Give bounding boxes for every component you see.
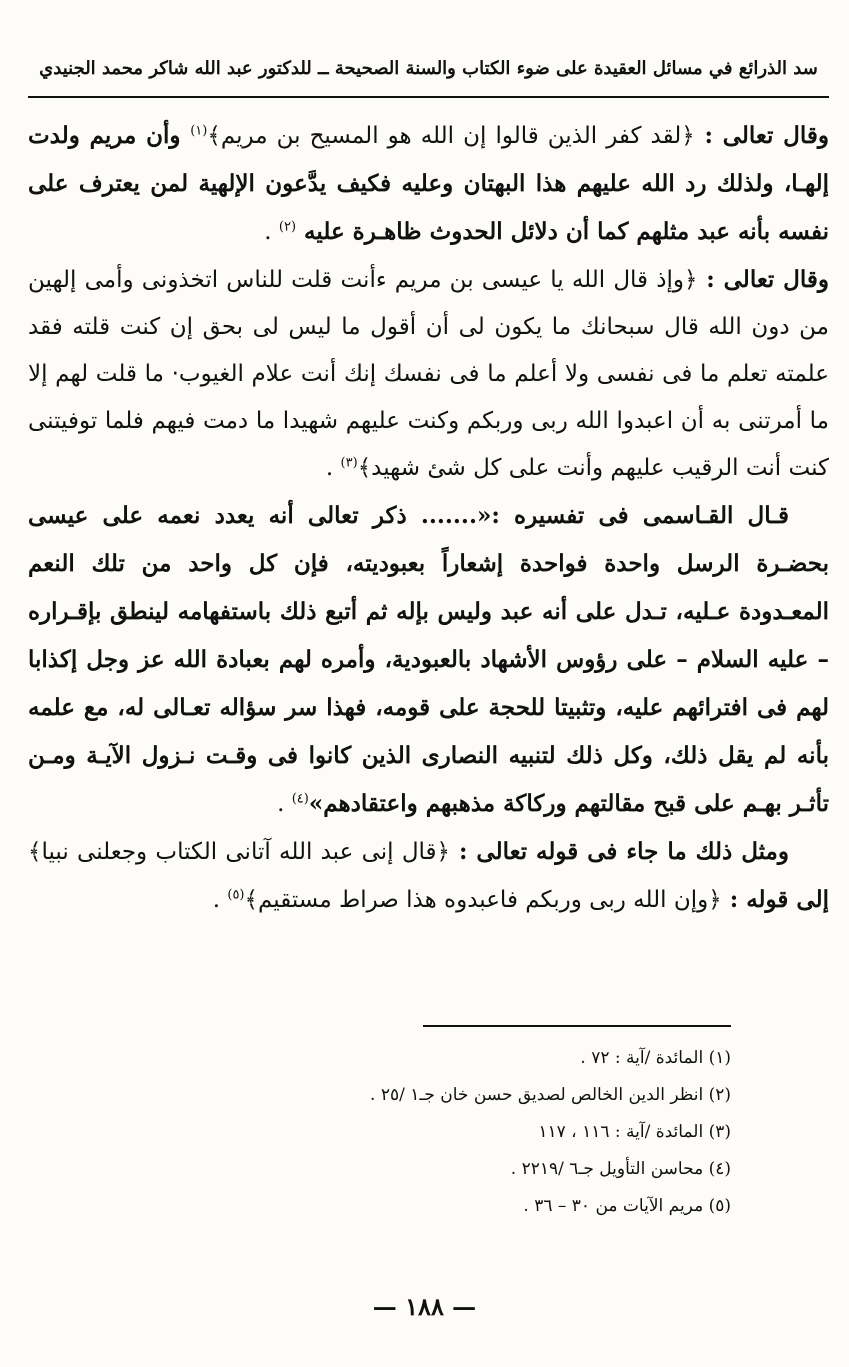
paragraph-intro: قـال القـاسمى فى تفسيره : [491, 502, 789, 529]
paragraph-1 [28, 112, 829, 256]
footnote: (٢) انظر الدين الخالص لصديق حسن خان جـ١ /٢٥ . [370, 1085, 731, 1105]
paragraph-intro: وقال تعالى : [694, 122, 830, 149]
paragraph-end: . [212, 887, 228, 913]
paragraph-intro: وقال تعالى : [697, 266, 829, 293]
footnote-rule [423, 1025, 731, 1027]
footnote: (٤) محاسن التأويل جـ٦ /٢٢١٩ . [510, 1159, 731, 1179]
paragraph-end: . [277, 791, 292, 817]
quran-verse: ﴿قال إنى عبد الله آتانى الكتاب وجعلنى نبيا﴾ [28, 839, 451, 865]
tafsir-quote: «....... ذكر تعالى أنه يعدد نعمه على عيسى بحضـرة الرسل واحدة فواحدة إشعاراً بعبوديته، فإن كل واحد من تلك النعم المعـدودة عـليه، تـدل على أنه عبد وليس بإله ثم أتبع ذلك باستفهامه لينطق بإقـراره – عليه السلام – على رؤوس الأشهاد بالعبودية، وأمره لهم بعبادة الله عز وجل إكذابا لهم فى افترائهم عليه، وتثبيتا للحجة على قومه، فهذا سر سؤاله تعـالى له، مع علمه بأنه لم يقل ذلك، وكل ذلك لتنبيه النصارى الذين كانوا فى وقـت نـزول الآيـة ومـن تأثـر بهـم على قبح مقالتهم وركاكة مذهبهم واعتقادهم» [28, 502, 829, 817]
footnotes [28, 1040, 731, 1225]
footnote-ref: (٣) [340, 455, 358, 471]
footnote: (١) المائدة /آية : ٧٢ . [580, 1048, 731, 1068]
footnote-ref: (١) [190, 123, 208, 139]
paragraph-intro: ومثل ذلك ما جاء فى قوله تعالى : [450, 838, 789, 865]
quran-verse: ﴿لقد كفر الذين قالوا إن الله هو المسيح بن مريم﴾ [207, 123, 695, 149]
page-number: — ١٨٨ — [372, 1292, 477, 1321]
header-rule [28, 96, 829, 98]
footnote-ref: (٢) [278, 219, 297, 235]
footnote: (٥) مريم الآيات من ٣٠ – ٣٦ . [523, 1196, 731, 1216]
footnote-ref: (٥) [227, 887, 245, 903]
main-text [28, 112, 829, 924]
footnote: (٣) المائدة /آية : ١١٦ ، ١١٧ [538, 1122, 731, 1142]
paragraph-text: إلى قوله : [721, 886, 829, 913]
paragraph-end: . [325, 455, 341, 481]
running-header: سد الذرائع في مسائل العقيدة على ضوء الكتاب والسنة الصحيحة ــ للدكتور عبد الله شاكر محمد الجنيدي [39, 58, 818, 79]
paragraph-4 [28, 828, 829, 924]
quran-verse: ﴿وإن الله ربى وربكم فاعبدوه هذا صراط مستقيم﴾ [244, 887, 722, 913]
paragraph-2 [28, 256, 829, 492]
paragraph-end: . [264, 219, 279, 245]
quran-verse: ﴿وإذ قال الله يا عيسى بن مريم ءأنت قلت للناس اتخذونى وأمى إلهين من دون الله قال سبحانك ما يكون لى أن أقول ما ليس لى بحق إن كنت قلته فقد علمته تعلم ما فى نفسى ولا أعلم ما فى نفسك إنك أنت علام الغيوب· ما قلت لهم إلا ما أمرتنى به أن اعبدوا الله ربى وربكم وكنت عليهم شهيدا ما دمت فيهم فلما توفيتنى كنت أنت الرقيب عليهم وأنت على كل شئ شهيد﴾ [28, 267, 829, 481]
footnote-ref: (٤) [291, 791, 309, 807]
paragraph-3 [28, 492, 829, 828]
paragraph-text: وأن مريم ولدت إلهـا، ولذلك رد الله عليهم هذا البهتان وعليه فكيف يدَّعون الإلهية لمن يعترف على نفسه بأنه عبد مثلهم كما أن دلائل الحدوث ظاهـرة عليه [28, 122, 829, 245]
